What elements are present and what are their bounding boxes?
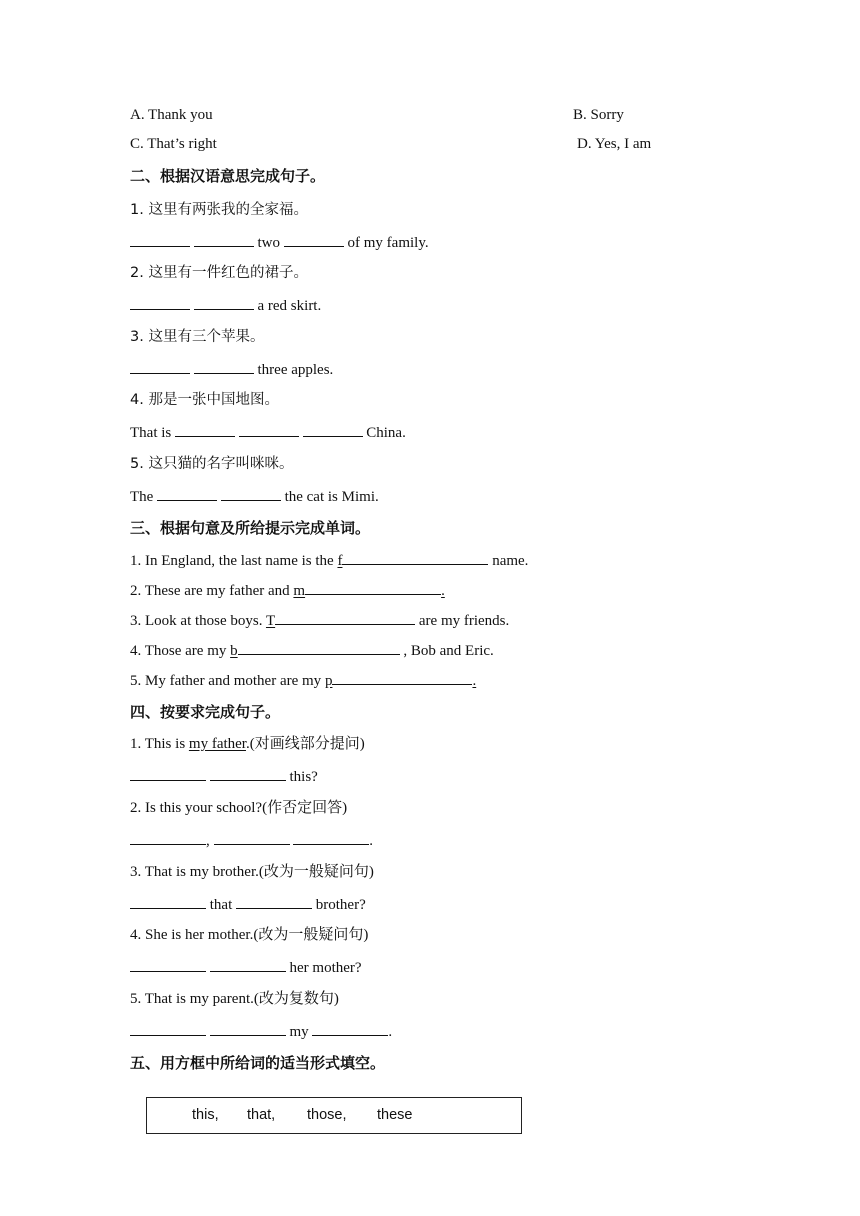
- s4-q3-prompt: 3. That is my brother.(改为一般疑问句): [130, 864, 374, 880]
- s4-q2-prompt: 2. Is this your school?(作否定回答): [130, 800, 348, 816]
- hint-letter: f: [337, 553, 343, 569]
- s4-q4-prompt: 4. She is her mother.(改为一般疑问句): [130, 927, 369, 943]
- word-option: that,: [247, 1107, 276, 1123]
- answer-blank[interactable]: [284, 232, 344, 247]
- s3-q1: 1. In England, the last name is the f name.: [130, 550, 528, 571]
- answer-blank[interactable]: [238, 640, 400, 655]
- s2-q5-prompt: 5. 这只猫的名字叫咪咪。: [130, 456, 294, 472]
- answer-blank[interactable]: [305, 580, 441, 595]
- answer-blank[interactable]: [194, 359, 254, 374]
- s4-q1-prompt: 1. This is my father.(对画线部分提问): [130, 736, 365, 752]
- answer-blank[interactable]: [214, 830, 290, 845]
- answer-blank[interactable]: [236, 894, 312, 909]
- answer-blank[interactable]: [130, 957, 206, 972]
- answer-blank[interactable]: [130, 894, 206, 909]
- s3-q3: 3. Look at those boys. T are my friends.: [130, 610, 509, 631]
- word-box: [146, 1097, 522, 1134]
- s4-q2-answer: , .: [130, 830, 373, 851]
- option-b: B. Sorry: [573, 107, 624, 123]
- s3-q5: 5. My father and mother are my p .: [130, 670, 476, 691]
- option-a: A. Thank you: [130, 107, 213, 123]
- s4-q3-answer: that brother?: [130, 894, 366, 915]
- answer-blank[interactable]: [130, 830, 206, 845]
- s4-q5-prompt: 5. That is my parent.(改为复数句): [130, 991, 339, 1007]
- s3-q2: 2. These are my father and m .: [130, 580, 445, 601]
- s2-q5-answer: The the cat is Mimi.: [130, 486, 379, 507]
- hint-letter: T: [265, 613, 276, 629]
- answer-blank[interactable]: [221, 486, 281, 501]
- s2-q4-prompt: 4. 那是一张中国地图。: [130, 392, 279, 408]
- s2-q4-answer: That is China.: [130, 422, 406, 443]
- answer-blank[interactable]: [239, 422, 299, 437]
- s2-q1-answer: two of my family.: [130, 232, 429, 253]
- answer-blank[interactable]: [210, 766, 286, 781]
- answer-blank[interactable]: [157, 486, 217, 501]
- s4-q5-answer: my .: [130, 1021, 392, 1042]
- answer-blank[interactable]: [130, 232, 190, 247]
- option-row-2: [130, 134, 652, 154]
- answer-blank[interactable]: [312, 1021, 388, 1036]
- option-row-1: [130, 105, 624, 125]
- s2-q2-answer: a red skirt.: [130, 295, 321, 316]
- answer-blank[interactable]: [175, 422, 235, 437]
- word-option: these: [377, 1107, 413, 1123]
- answer-blank[interactable]: [130, 359, 190, 374]
- s3-q4: 4. Those are my b , Bob and Eric.: [130, 640, 494, 661]
- answer-blank[interactable]: [293, 830, 369, 845]
- hint-letter: b: [230, 643, 238, 659]
- answer-blank[interactable]: [342, 550, 488, 565]
- hint-letter: m: [293, 583, 306, 599]
- word-option: this,: [192, 1107, 219, 1123]
- section-3-title: 三、根据句意及所给提示完成单词。: [130, 519, 371, 537]
- section-5-title: 五、用方框中所给词的适当形式填空。: [130, 1054, 386, 1072]
- section-2-title: 二、根据汉语意思完成句子。: [130, 167, 326, 185]
- answer-blank[interactable]: [332, 670, 472, 685]
- hint-letter: p: [324, 673, 333, 689]
- s2-q2-prompt: 2. 这里有一件红色的裙子。: [130, 265, 308, 281]
- answer-blank[interactable]: [194, 232, 254, 247]
- s2-q3-answer: three apples.: [130, 359, 333, 380]
- option-c: C. That’s right: [130, 136, 217, 152]
- answer-blank[interactable]: [130, 1021, 206, 1036]
- s4-q4-answer: her mother?: [130, 957, 362, 978]
- answer-blank[interactable]: [303, 422, 363, 437]
- answer-blank[interactable]: [194, 295, 254, 310]
- word-option: those,: [307, 1107, 347, 1123]
- option-d: D. Yes, I am: [577, 136, 652, 152]
- section-4-title: 四、按要求完成句子。: [130, 703, 281, 721]
- s4-q1-answer: this?: [130, 766, 318, 787]
- s2-q3-prompt: 3. 这里有三个苹果。: [130, 329, 265, 345]
- answer-blank[interactable]: [130, 766, 206, 781]
- answer-blank[interactable]: [210, 1021, 286, 1036]
- answer-blank[interactable]: [275, 610, 415, 625]
- s2-q1-prompt: 1. 这里有两张我的全家福。: [130, 202, 308, 218]
- underlined-phrase: my father: [188, 736, 246, 752]
- answer-blank[interactable]: [210, 957, 286, 972]
- answer-blank[interactable]: [130, 295, 190, 310]
